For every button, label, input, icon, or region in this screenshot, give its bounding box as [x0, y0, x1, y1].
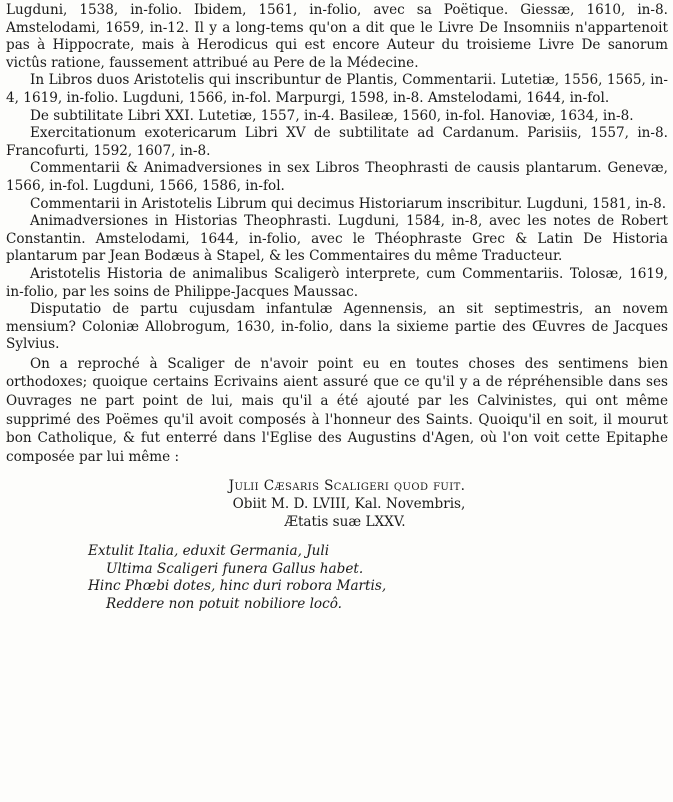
body-paragraph: On a reproché à Scaliger de n'avoir point eu en toutes choses des sentimens bien orthodoxes; quoique certains Ecrivains aient assuré que ce qu'il y a de répréhensible dans ses Ouvrages ne part point de lui, mais qu'il a été ajouté par les Calvinistes, qui ont même supprimé des Poëmes qu'il avoit composés à l'honneur des Saints. Quoiqu'il en soit, il mourut bon Catholique, & fut enterré dans l'Eglise des Augustins d'Agen, où l'on voit cette Epitaphe composée par lui même : — [6, 355, 668, 465]
spacer — [6, 466, 668, 478]
entry-historia-animalibus: Aristotelis Historia de animalibus Scaligerò interprete, cum Commentariis. Tolosæ, 1619, in-folio, par les soins de Philippe-Jacques Maussac. — [6, 265, 668, 300]
spacer — [6, 531, 668, 543]
entry-plantis: In Libros duos Aristotelis qui inscribuntur de Plantis, Commentarii. Lutetiæ, 1556, 1565, in-4, 1619, in-folio. Lugduni, 1566, in-fol. Marpurgi, 1598, in-8. Amstelodami, 1644, in-fol. — [6, 72, 668, 106]
epitaph-verse-line: Extulit Italia, eduxit Germania, Juli — [88, 543, 330, 560]
epitaph-title: Julii Cæsaris Scaligeri quod fuit. — [228, 478, 466, 495]
entry-commentarii-theophrasti: Commentarii & Animadversiones in sex Libros Theophrasti de causis plantarum. Genevæ, 1566, in-fol. Lugduni, 1566, 1586, in-fol. — [6, 160, 668, 194]
epitaph-verse-line: Reddere non potuit nobiliore locô. — [106, 596, 342, 612]
entry-disputatio: Disputatio de partu cujusdam infantulæ Agennensis, an sit septimestris, an novem mensium? Coloniæ Allobrogum, 1630, in-folio, dans la sixieme partie des Œuvres de Jacques Sylvius. — [6, 301, 668, 353]
epitaph-verse-line: Ultima Scaligeri funera Gallus habet. — [106, 560, 364, 577]
epitaph-date: Obiit M. D. LVIII, Kal. Novembris, — [232, 496, 466, 513]
epitaph-verse-line: Hinc Phœbi dotes, hinc duri robora Martis, — [88, 578, 387, 595]
entry-subtilitate: De subtilitate Libri XXI. Lutetiæ, 1557, in-4. Basileæ, 1560, in-fol. Hanoviæ, 1634, in-8. — [30, 107, 634, 124]
entry-commentarii-aristotelis: Commentarii in Aristotelis Librum qui decimus Historiarum inscribitur. Lugduni, 1581, in-8. — [30, 195, 667, 212]
entry-animadversiones: Animadversiones in Historias Theophrasti. Lugduni, 1584, in-8, avec les notes de Robert Constantin. Amstelodami, 1644, in-folio, avec le Théophraste Grec & Latin De Historia plantarum par Jean Bodæus à Stapel, & les Commentaires du même Traducteur. — [6, 213, 668, 265]
entry-continuation: Lugduni, 1538, in-folio. Ibidem, 1561, in-folio, avec sa Poëtique. Giessæ, 1610, in-8. Amstelodami, 1659, in-12. Il y a long-tems qu'on a dit que le Livre De Insomniis n'appartenoit pas à Hippocrate, mais à Herodicus qui est encore Auteur du troisieme Livre De sanorum victûs ratione, faussement attribué au Pere de la Médecine. — [6, 2, 668, 71]
epitaph-age: Ætatis suæ LXXV. — [284, 513, 406, 530]
entry-exercitationum: Exercitationum exotericarum Libri XV de subtilitate ad Cardanum. Parisiis, 1557, in-8. Francofurti, 1592, 1607, in-8. — [6, 125, 668, 159]
